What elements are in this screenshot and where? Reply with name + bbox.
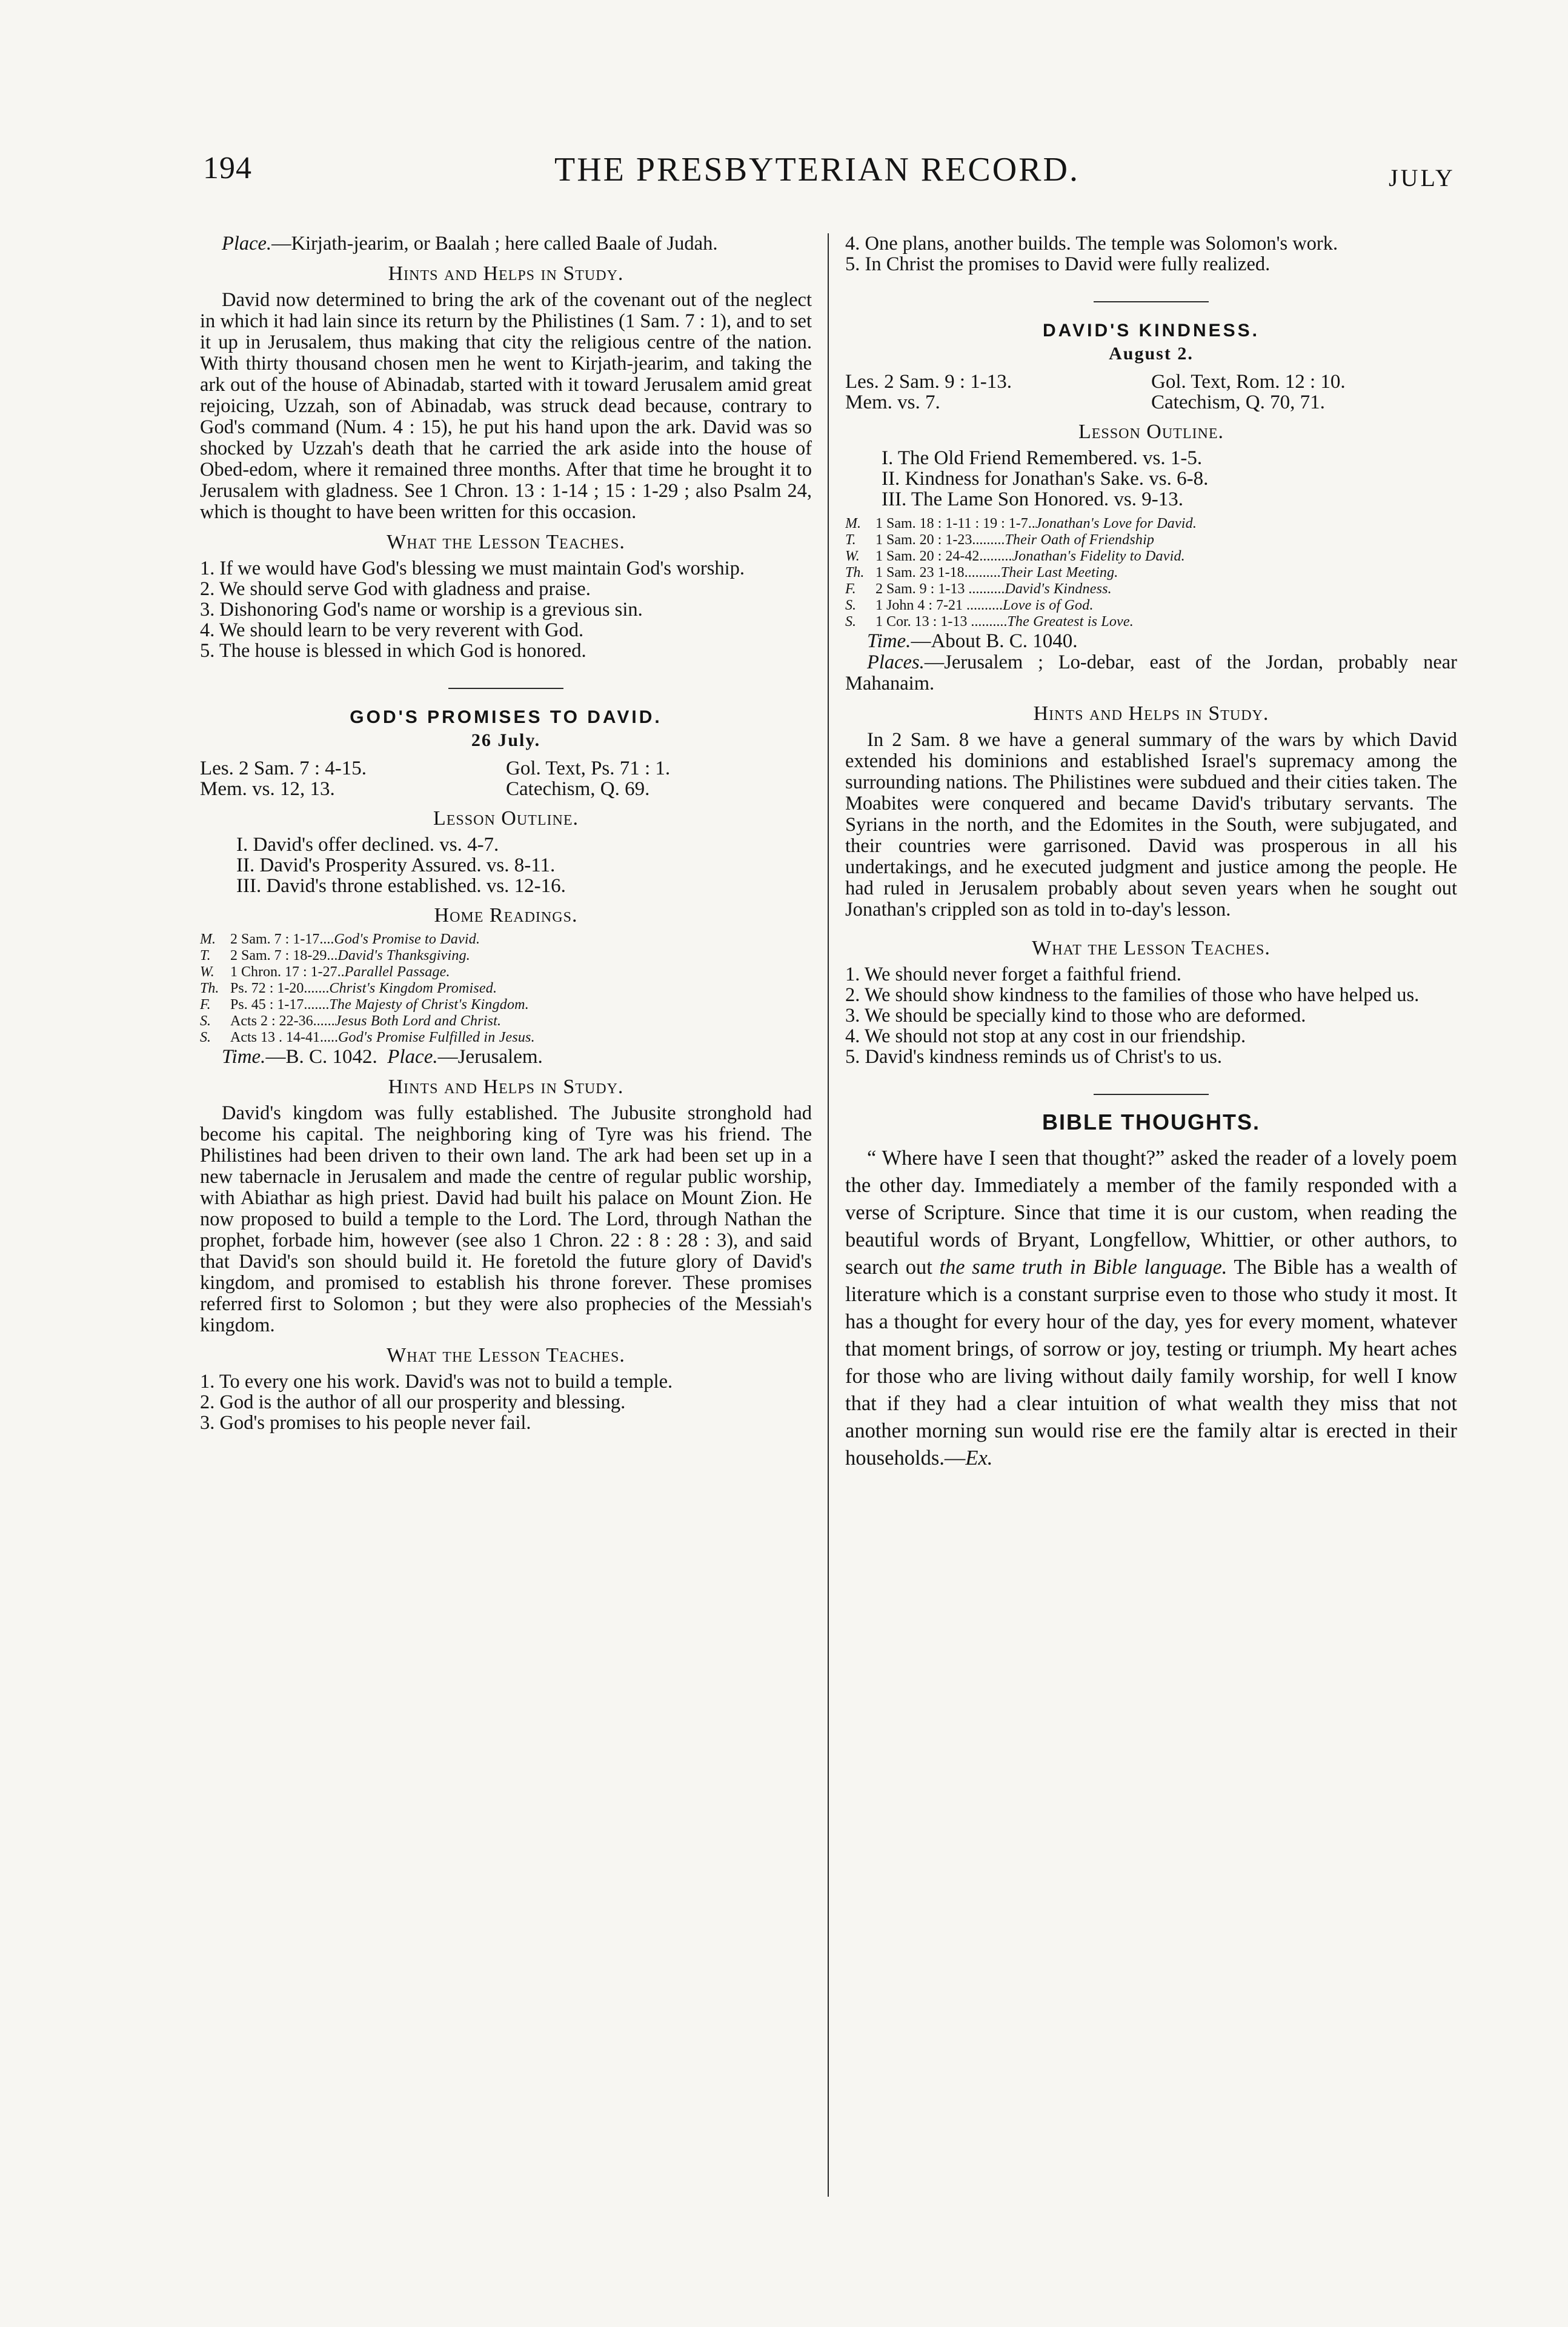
outline-item: II. David's Prosperity Assured. vs. 8-11. <box>236 854 556 876</box>
left-column <box>200 233 812 2191</box>
reading-row: W. 1 Chron. 17 : 1-27..Parallel Passage. <box>200 964 450 980</box>
list-item: 3. Dishonoring God's name or worship is a grevious sin. <box>200 599 643 621</box>
reading-row: M. 2 Sam. 7 : 1-17....God's Promise to David. <box>200 931 480 947</box>
lesson-title: DAVID'S KINDNESS. <box>1043 321 1260 341</box>
reading-row: Th. 1 Sam. 23 1-18..........Their Last Meeting. <box>845 565 1118 581</box>
time-place-line: Time.—B. C. 1042. Place.—Jerusalem. <box>222 1046 543 1068</box>
hints-paragraph: In 2 Sam. 8 we have a general summary of the wars by which David extended his dominions and established Israel's supremacy among the surrounding nations. The Philistines were subdued and their cities taken. The Moabites were conquered and became David's tributary servants. The Syrians in the north, and the Edomites in the South, were subjugated, and their countries were garrisoned. David was prosperous in all his undertakings, and he executed judgment and justice among the people. He had ruled in Jerusalem probably about seven years when he sought out Jonathan's crippled son as told in to-day's lesson. <box>845 729 1457 920</box>
golden-text: Gol. Text, Ps. 71 : 1. <box>506 757 671 779</box>
lesson-date: 26 July. <box>471 730 541 750</box>
place-label: Place. <box>222 233 272 255</box>
lesson-title: GOD'S PROMISES TO DAVID. <box>350 707 662 727</box>
outline-item: III. The Lame Son Honored. vs. 9-13. <box>882 488 1183 510</box>
hints-heading: Hints and Helps in Study. <box>388 1076 624 1098</box>
page-number: 194 <box>203 151 252 185</box>
list-item: 5. David's kindness reminds us of Christ's to us. <box>845 1046 1222 1068</box>
outline-list <box>845 448 1457 510</box>
right-column <box>845 233 1457 2191</box>
place-text: —Kirjath-jearim, or Baalah ; here called Baale of Judah. <box>271 233 718 255</box>
reading-row: T. 2 Sam. 7 : 18-29...David's Thanksgiving. <box>200 948 470 964</box>
lesson-refs <box>845 371 1457 392</box>
list-item: 5. The house is blessed in which God is honored. <box>200 640 586 662</box>
list-item: 5. In Christ the promises to David were fully realized. <box>845 253 1271 275</box>
reading-row: W. 1 Sam. 20 : 24-42.........Jonathan's Fidelity to David. <box>845 548 1185 564</box>
outline-heading: Lesson Outline. <box>1078 421 1224 443</box>
reading-row: S. Acts 13 . 14-41.....God's Promise Fulfilled in Jesus. <box>200 1030 535 1045</box>
teaches-heading: What the Lesson Teaches. <box>1032 937 1271 959</box>
reading-row: T. 1 Sam. 20 : 1-23.........Their Oath of Friendship <box>845 532 1155 548</box>
reading-row: S. 1 Cor. 13 : 1-13 ..........The Greatest is Love. <box>845 614 1134 630</box>
home-readings <box>200 931 812 1046</box>
time-line: Time.—About B. C. 1040. <box>867 630 1078 652</box>
catechism: Catechism, Q. 69. <box>506 778 650 800</box>
journal-title: THE PRESBYTERIAN RECORD. <box>554 151 1080 188</box>
column-divider <box>828 233 829 2197</box>
teaches-list <box>845 964 1457 1067</box>
lesson-date: August 2. <box>1109 344 1194 364</box>
list-item: 2. We should serve God with gladness and praise. <box>200 578 591 600</box>
lesson-passage: Les. 2 Sam. 7 : 4-15. <box>200 757 367 779</box>
page-header <box>0 0 1568 230</box>
list-item: 4. We should learn to be very reverent with God. <box>200 619 584 641</box>
section-rule <box>1094 1094 1209 1095</box>
list-item: 1. If we would have God's blessing we must maintain God's worship. <box>200 558 745 579</box>
bible-thoughts-title: BIBLE THOUGHTS. <box>1042 1110 1260 1134</box>
memory-verses: Mem. vs. 12, 13. <box>200 778 335 800</box>
section-rule <box>448 688 563 689</box>
golden-text: Gol. Text, Rom. 12 : 10. <box>1151 371 1346 393</box>
readings-heading: Home Readings. <box>434 904 578 927</box>
outline-list <box>200 834 812 896</box>
list-item: 1. To every one his work. David's was not to build a temple. <box>200 1371 673 1393</box>
teaches-heading: What the Lesson Teaches. <box>387 1344 625 1367</box>
hints-heading: Hints and Helps in Study. <box>1033 702 1269 725</box>
outline-item: III. David's throne established. vs. 12-16. <box>236 875 566 897</box>
reading-row: Th. Ps. 72 : 1-20.......Christ's Kingdom Promised. <box>200 980 497 996</box>
lesson-passage: Les. 2 Sam. 9 : 1-13. <box>845 371 1012 393</box>
list-item: 4. One plans, another builds. The temple was Solomon's work. <box>845 233 1338 255</box>
hints-paragraph: David's kingdom was fully established. The Jubusite stronghold had become his capital. The neighboring king of Tyre was his friend. The Philistines had been driven to their own land. The ark had been set up in a new tabernacle in Jerusalem and made the centre of regular public worship, with Abiathar as high priest. David had built his palace on Mount Zion. He now proposed to build a temple to the Lord. The Lord, through Nathan the prophet, forbade him, however (see also 1 Chron. 22 : 8 : 28 : 3), and said that David's son should build it. He foretold the future glory of David's kingdom, and promised to establish his throne forever. These promises referred first to Solomon ; but they were also prophecies of the Messiah's kingdom. <box>200 1102 812 1336</box>
lesson-refs <box>200 779 812 799</box>
outline-heading: Lesson Outline. <box>433 807 579 830</box>
list-item: 3. God's promises to his people never fail. <box>200 1412 531 1434</box>
list-item: 2. We should show kindness to the families of those who have helped us. <box>845 984 1420 1006</box>
issue-month: JULY <box>1389 164 1455 191</box>
list-item: 4. We should not stop at any cost in our friendship. <box>845 1025 1246 1047</box>
place-line <box>200 233 812 255</box>
teaches-heading: What the Lesson Teaches. <box>387 531 625 553</box>
teaches-list <box>200 558 812 661</box>
catechism: Catechism, Q. 70, 71. <box>1151 391 1325 413</box>
outline-item: I. David's offer declined. vs. 4-7. <box>236 834 499 856</box>
list-item: 1. We should never forget a faithful friend. <box>845 964 1181 985</box>
reading-row: F. 2 Sam. 9 : 1-13 ..........David's Kindness. <box>845 581 1112 597</box>
section-rule <box>1094 301 1209 302</box>
lesson-refs <box>845 392 1457 413</box>
list-item: 3. We should be specially kind to those who are deformed. <box>845 1005 1306 1027</box>
lesson-refs <box>200 758 812 779</box>
list-item: 2. God is the author of all our prosperity and blessing. <box>200 1391 626 1413</box>
bible-thoughts-paragraph: “ Where have I seen that thought?” asked the reader of a lovely poem the other day. Immediately a member of the family responded with a verse of Scripture. Since that time it is our custom, when reading the beautiful words of Bryant, Longfellow, Whittier, or other authors, to search out the same truth in Bible language. The Bible has a wealth of literature which is a constant surprise even to those who study it most. It has a thought for every hour of the day, yes for every moment, whatever that moment brings, of sorrow or joy, testing or triumph. My heart aches for those who are living without daily family worship, for well I know that if they had a clear intuition of what wealth they miss that not another morning sun would rise ere the family altar is erected in their households.—Ex. <box>845 1147 1457 1470</box>
reading-row: S. Acts 2 : 22-36......Jesus Both Lord and Christ. <box>200 1013 502 1029</box>
outline-item: I. The Old Friend Remembered. vs. 1-5. <box>882 447 1203 469</box>
home-readings <box>845 516 1457 630</box>
outline-item: II. Kindness for Jonathan's Sake. vs. 6-8. <box>882 468 1209 490</box>
memory-verses: Mem. vs. 7. <box>845 391 940 413</box>
reading-row: S. 1 John 4 : 7-21 ..........Love is of God. <box>845 598 1094 613</box>
continued-list <box>845 233 1457 275</box>
teaches-list <box>200 1371 812 1433</box>
reading-row: M. 1 Sam. 18 : 1-11 : 19 : 1-7..Jonathan's Love for David. <box>845 516 1197 531</box>
hints-paragraph: David now determined to bring the ark of the covenant out of the neglect in which it had lain since its return by the Philistines (1 Sam. 7 : 1), and to set it up in Jerusalem, thus making that city the religious centre of the nation. With thirty thousand chosen men he went to Kirjath-jearim, and taking the ark out of the house of Abinadab, started with it toward Jerusalem amid great rejoicing, Uzzah, son of Abinadab, was struck dead because, contrary to God's command (Num. 4 : 15), he put his hand upon the ark. David was so shocked by Uzzah's death that he carried the ark aside into the house of Obed-edom, where it remained three months. After that time he brought it to Jerusalem with gladness. See 1 Chron. 13 : 1-14 ; 15 : 1-29 ; also Psalm 24, which is thought to have been written for this occasion. <box>200 289 812 523</box>
places-line: Places.—Jerusalem ; Lo-debar, east of the Jordan, probably near Mahanaim. <box>845 651 1457 694</box>
reading-row: F. Ps. 45 : 1-17.......The Majesty of Christ's Kingdom. <box>200 997 529 1013</box>
hints-heading: Hints and Helps in Study. <box>388 262 624 285</box>
